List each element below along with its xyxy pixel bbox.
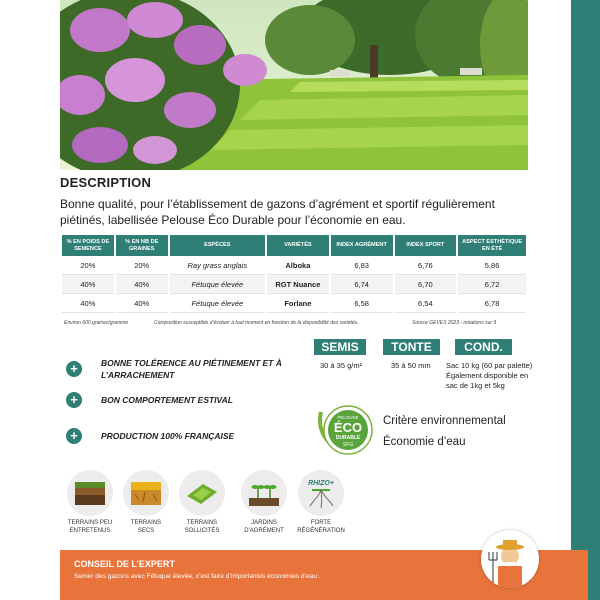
feature-item [66,392,301,408]
terrain-item [234,470,294,535]
note-source: Source GEVES 2023 - notations sur 9 [412,320,497,326]
header-weight-percent: % EN POIDS DE SEMENCE [62,235,114,256]
table-cell: 6,54 [395,294,457,313]
table-header-row [62,235,526,256]
table-cell: 40% [116,275,168,294]
feature-item [66,357,301,381]
feature-label: PRODUCTION 100% FRANÇAISE [101,431,235,441]
note-composition: Composition susceptible d’évoluer à tout moment en fonction de la disponibilité des variétés. [154,320,359,326]
table-cell: 6,78 [458,294,526,313]
terrain-item [291,470,351,535]
turf-icon [179,470,225,516]
badge-top-text: PELOUSE [337,415,359,420]
header-species: ESPÈCES [170,235,265,256]
feature-label: BONNE TOLÉRENCE AU PIÉTINEMENT ET À L’ARRACHEMENT [101,358,282,380]
table-cell: 20% [116,256,168,275]
section-title: DESCRIPTION [60,175,152,190]
badge-main-text: ÉCO [333,420,363,435]
terrain-item [172,470,232,535]
table-cell: 5,86 [458,256,526,275]
terrain-item [60,470,120,535]
plus-icon: + [66,361,82,377]
dry-soil-icon [123,470,169,516]
table-cell: 6,83 [331,256,393,275]
sprout-icon [241,470,287,516]
soil-layers-icon [67,470,113,516]
cond-value-line: Sac 10 kg (60 par palette) [446,361,533,370]
table-cell: 6,70 [395,275,457,294]
terrain-item [116,470,176,535]
cond-value-line: Également disponible en [446,371,529,380]
roots-icon [298,470,344,516]
cond-value-line: sac de 1kg et 5kg [446,381,505,390]
header-seed-count-percent: % EN NB DE GRAINES [116,235,168,256]
table-cell: Forlane [267,294,329,313]
note-seeds-per-gram: Environ 600 graines/gramme [64,320,129,326]
table-cell: 6,76 [395,256,457,275]
eco-criterion: Critère environnemental [383,415,506,427]
gardener-icon [481,530,539,588]
plus-icon: + [66,392,82,408]
table-cell: Fétuque élevée [170,275,265,294]
table-cell: 6,72 [458,275,526,294]
feature-label: BON COMPORTEMENT ESTIVAL [101,395,233,405]
table-cell: Ray grass anglais [170,256,265,275]
table-cell: 40% [116,294,168,313]
header-summer-aspect: ASPECT ESTHÉTIQUE EN ÉTÉ [458,235,526,256]
terrain-label: TERRAINS PEU ENTRETENUS [67,520,113,534]
hero-lawn-image [60,0,528,170]
table-cell: RGT Nuance [267,275,329,294]
table-cell: Alboka [267,256,329,275]
table-cell: Fétuque élevée [170,294,265,313]
badge-code-text: SFG [342,442,354,448]
table-row [62,256,526,275]
feature-item [66,428,301,444]
rhizo-label: RHIZO+ [308,480,334,487]
table-cell: 40% [62,294,114,313]
table-row [62,294,526,313]
header-varieties: VARIÉTÉS [267,235,329,256]
side-color-bar [571,0,600,600]
terrain-label: TERRAINS SECS [130,520,162,534]
table-cell: 6,74 [331,275,393,294]
header-index-sport: INDEX SPORT [395,235,457,256]
terrain-label: FORTE RÉGÉNÉRATION [297,520,345,534]
seed-composition-table [60,235,528,313]
table-cell: 6,58 [331,294,393,313]
tonte-value: 35 à 50 mm [391,361,431,370]
eco-durable-badge [313,402,379,460]
terrain-label: JARDINS D'AGRÉMENT [244,520,284,534]
semis-label: SEMIS [314,339,366,355]
plus-icon: + [66,428,82,444]
header-index-agrement: INDEX AGRÉMENT [331,235,393,256]
advice-title: CONSEIL DE L’EXPERT [74,559,175,569]
terrain-label: TERRAINS SOLLICITÉS [184,520,220,534]
badge-sub-text: DURABLE [335,435,361,441]
advice-text: Semer des gazons avec Fétuque élevée, c’est faire d’importantes économies d’eau . [74,573,321,580]
table-cell: 20% [62,256,114,275]
tonte-label: TONTE [383,339,440,355]
cond-label: COND. [455,339,512,355]
product-description: Bonne qualité, pour l’établissement de gazons d’agrément et sportif régulièrement piétinés, labellisée Pelouse Éco Durable pour l’économie en eau. [60,197,495,227]
semis-value: 30 à 35 g/m² [320,361,363,370]
eco-water-saving: Économie d’eau [383,436,466,448]
table-row [62,275,526,294]
table-cell: 40% [62,275,114,294]
